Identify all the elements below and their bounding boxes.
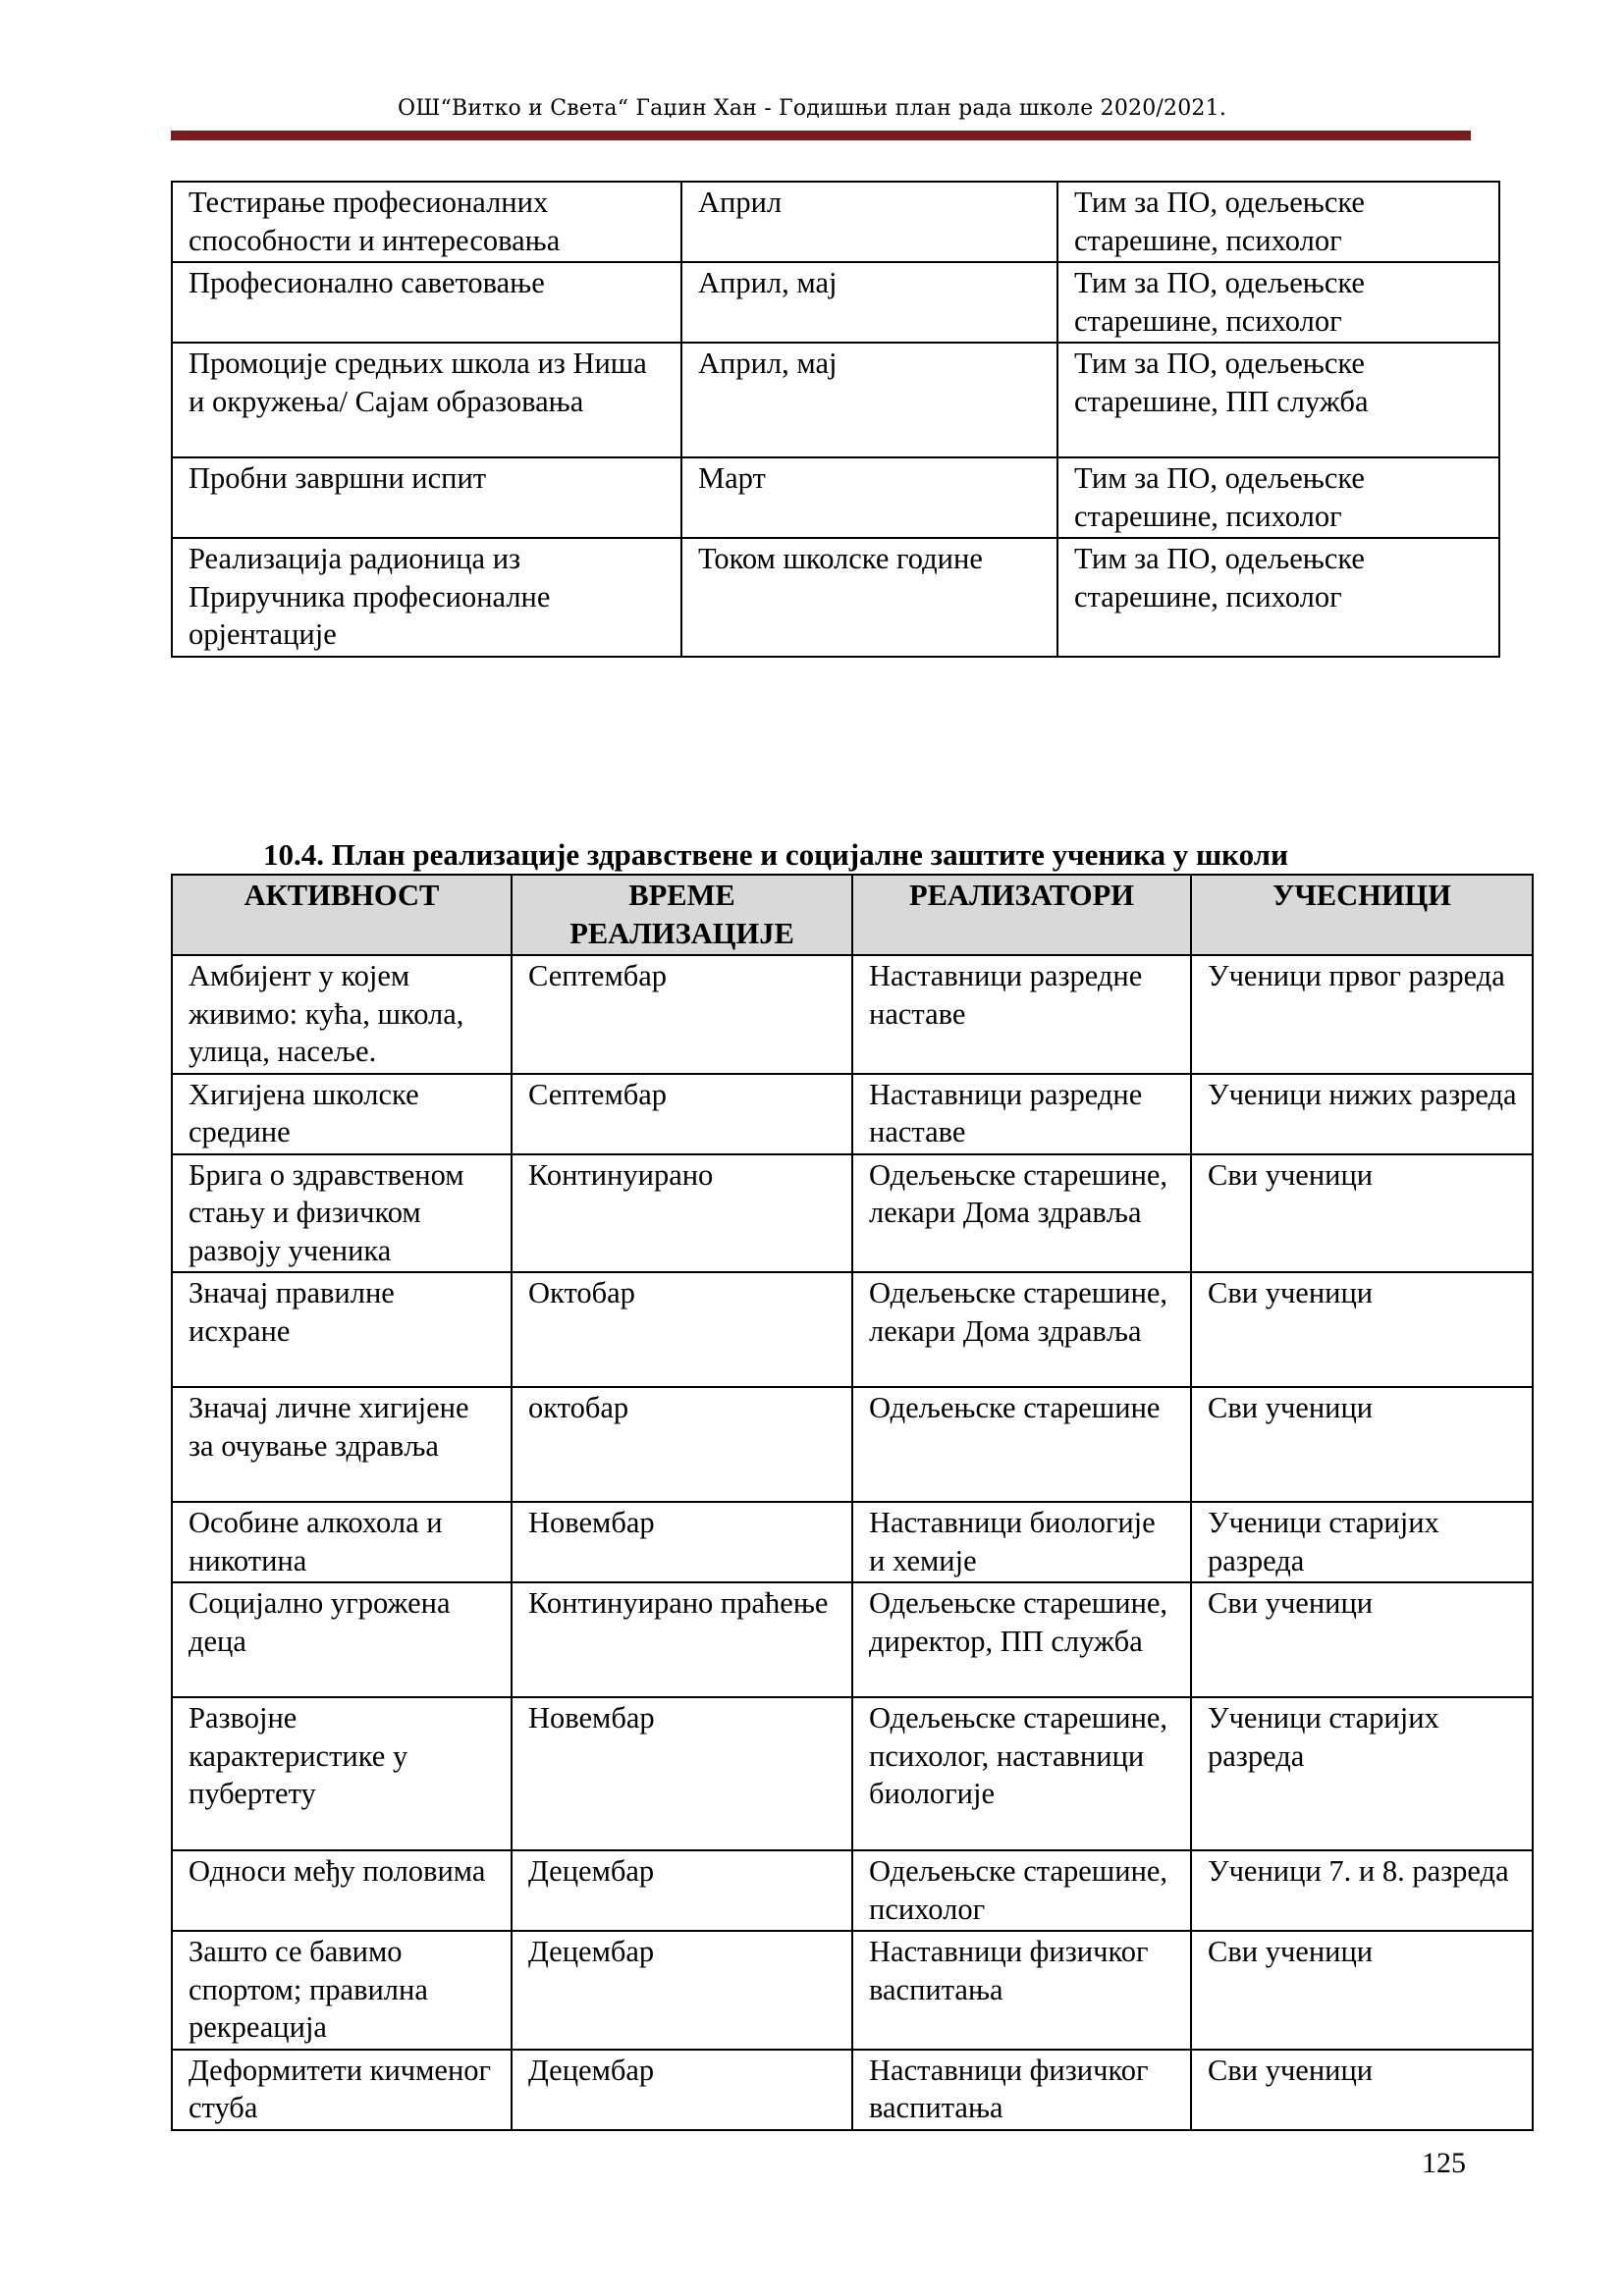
table-cell: Децембар [512,2050,852,2130]
table-row [172,1931,1533,2050]
column-header-implementers: РЕАЛИЗАТОРИ [852,875,1191,955]
table-cell: Тим за ПО, одељењске старешине, психолог [1057,457,1499,538]
table-cell: Март [681,457,1057,538]
table-cell: Септембар [512,955,852,1074]
table-row [172,1154,1533,1273]
section-title: 10.4. План реализације здравствене и социјалне заштите ученика у школи [263,837,1288,872]
table-cell: Новембар [512,1697,852,1850]
table-row [172,1582,1533,1697]
health-protection-table [171,874,1534,2131]
table-row [172,955,1533,1074]
table-row [172,343,1499,457]
table-cell: Социјално угрожена деца [172,1582,512,1697]
table-cell: Особине алкохола и никотина [172,1502,512,1582]
table-cell: Наставници разредне наставе [852,1074,1191,1154]
table-row [172,262,1499,343]
table-cell: Одељењске старешине, директор, ПП служба [852,1582,1191,1697]
table-row [172,1697,1533,1850]
table-cell: Односи међу половима [172,1850,512,1931]
table-cell: Ученици старијих разреда [1191,1502,1533,1582]
table-cell: Тим за ПО, одељењске старешине, ПП служба [1057,343,1499,457]
table-cell: Зашто се бавимо спортом; правилна рекреација [172,1931,512,2050]
table-cell: Децембар [512,1931,852,2050]
table-cell: Тим за ПО, одељењске старешине, психолог [1057,538,1499,657]
table-cell: Октобар [512,1272,852,1387]
table-cell: Одељењске старешине, лекари Дома здравља [852,1154,1191,1273]
table-cell: Сви ученици [1191,1387,1533,1502]
table-cell: Промоције средњих школа из Ниша и окружења/ Сајам образовања [172,343,681,457]
table-cell: Ученици 7. и 8. разреда [1191,1850,1533,1931]
table-row [172,182,1499,262]
table-cell: Ученици нижих разреда [1191,1074,1533,1154]
table-cell: Реализација радионица из Приручника професионалне орјентације [172,538,681,657]
table-cell: Значај личне хигијене за очување здравља [172,1387,512,1502]
career-guidance-table [171,181,1500,658]
table-row [172,1387,1533,1502]
page-header-title: ОШ“Витко и Света“ Гаџин Хан - Годишњи план рада школе 2020/2021. [397,96,1227,121]
table-row [172,538,1499,657]
table-cell: Деформитети кичменог стуба [172,2050,512,2130]
table-cell: Сви ученици [1191,2050,1533,2130]
table-cell: Ученици првог разреда [1191,955,1533,1074]
table-cell: Сви ученици [1191,1154,1533,1273]
table-cell: Наставници разредне наставе [852,955,1191,1074]
table-cell: Април [681,182,1057,262]
table-cell: Амбијент у којем живимо: кућа, школа, улица, насеље. [172,955,512,1074]
header-rule [171,131,1471,140]
table-cell: Одељењске старешине, психолог, наставници биологије [852,1697,1191,1850]
column-header-activity: АКТИВНОСТ [172,875,512,955]
table-cell: октобар [512,1387,852,1502]
table-cell: Континуирано праћење [512,1582,852,1697]
table-cell: Значај правилне исхране [172,1272,512,1387]
table-cell: Професионално саветовање [172,262,681,343]
table-cell: Одељењске старешине, психолог [852,1850,1191,1931]
table-cell: Хигијена школске средине [172,1074,512,1154]
table-cell: Новембар [512,1502,852,1582]
table-cell: Тим за ПО, одељењске старешине, психолог [1057,182,1499,262]
table-cell: Континуирано [512,1154,852,1273]
table-row [172,1074,1533,1154]
table-row [172,2050,1533,2130]
table-row [172,1850,1533,1931]
table-cell: Пробни завршни испит [172,457,681,538]
table-cell: Одељењске старешине [852,1387,1191,1502]
table-row [172,457,1499,538]
table-row [172,1272,1533,1387]
table-cell: Сви ученици [1191,1582,1533,1697]
table-cell: Април, мај [681,262,1057,343]
table-cell: Тим за ПО, одељењске старешине, психолог [1057,262,1499,343]
table-cell: Наставници физичког васпитања [852,2050,1191,2130]
table-cell: Тестирање професионалних способности и интересовања [172,182,681,262]
table-cell: Одељењске старешине, лекари Дома здравља [852,1272,1191,1387]
table-cell: Развојне карактеристике у пубертету [172,1697,512,1850]
table-row [172,1502,1533,1582]
table-cell: Наставници физичког васпитања [852,1931,1191,2050]
table-cell: Наставници биологије и хемије [852,1502,1191,1582]
table-cell: Ученици старијих разреда [1191,1697,1533,1850]
table-cell: Април, мај [681,343,1057,457]
table-header-row [172,875,1533,955]
table-cell: Сви ученици [1191,1931,1533,2050]
column-header-time: ВРЕМЕ РЕАЛИЗАЦИЈЕ [512,875,852,955]
page-number: 125 [1422,2147,1466,2179]
table-cell: Септембар [512,1074,852,1154]
table-cell: Брига о здравственом стању и физичком развоју ученика [172,1154,512,1273]
table-cell: Током школске године [681,538,1057,657]
column-header-participants: УЧЕСНИЦИ [1191,875,1533,955]
table-cell: Децембар [512,1850,852,1931]
table-cell: Сви ученици [1191,1272,1533,1387]
